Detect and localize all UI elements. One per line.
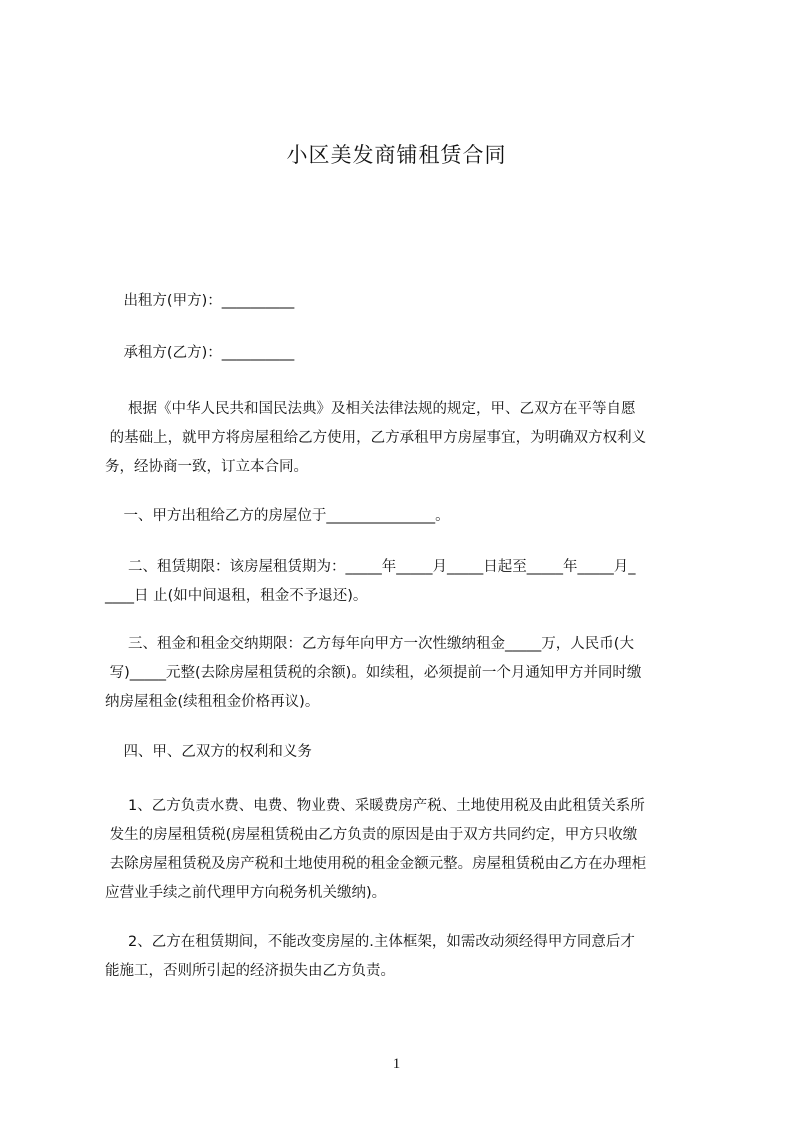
clause-4-heading: 四、甲、乙双方的权利和义务	[105, 744, 312, 760]
lessor-line: 出租方(甲方)：__________	[105, 293, 295, 309]
clause-4-item-2: 2、乙方在租赁期间，不能改变房屋的.主体框架，如需改动须经得甲方同意后才 能施工，否则所引起的经济损失由乙方负责。	[105, 934, 635, 979]
clause-1-location: 一、甲方出租给乙方的房屋位于_______________。	[105, 508, 450, 524]
document-title: 小区美发商铺租赁合同	[286, 143, 507, 167]
lessee-line: 承租方(乙方)：__________	[105, 345, 295, 361]
page-number: 1	[392, 1056, 401, 1072]
preamble-paragraph: 根据《中华人民共和国民法典》及相关法律法规的规定，甲、乙双方在平等自愿 的基础上，就甲方将房屋租给乙方使用，乙方承租甲方房屋事宜，为明确双方权利义 务，经协商一致，订立本合同。	[105, 401, 647, 475]
clause-3-rent: 三、租金和租金交纳期限：乙方每年向甲方一次性缴纳租金_____万，人民币(大 写)_____元整(去除房屋租赁税的余额)。如续租，必须提前一个月通知甲方并同时缴 纳房屋租金(续租租金价格再议)。	[105, 636, 642, 710]
clause-2-term: 二、租赁期限：该房屋租赁期为：_____年_____月_____日起至_____年_____月_ ____日 止(如中间退租，租金不予退还)。	[105, 559, 636, 604]
clause-4-item-1: 1、乙方负责水费、电费、物业费、采暖费房产税、土地使用税及由此租赁关系所 发生的房屋租赁税(房屋租赁税由乙方负责的原因是由于双方共同约定，甲方只收缴 去除房屋租赁税及房产税和土地使用税的租金金额元整。房屋租赁税由乙方在办理柜 应营业手续之前代理甲方向税务机关缴纳)。	[105, 798, 647, 901]
